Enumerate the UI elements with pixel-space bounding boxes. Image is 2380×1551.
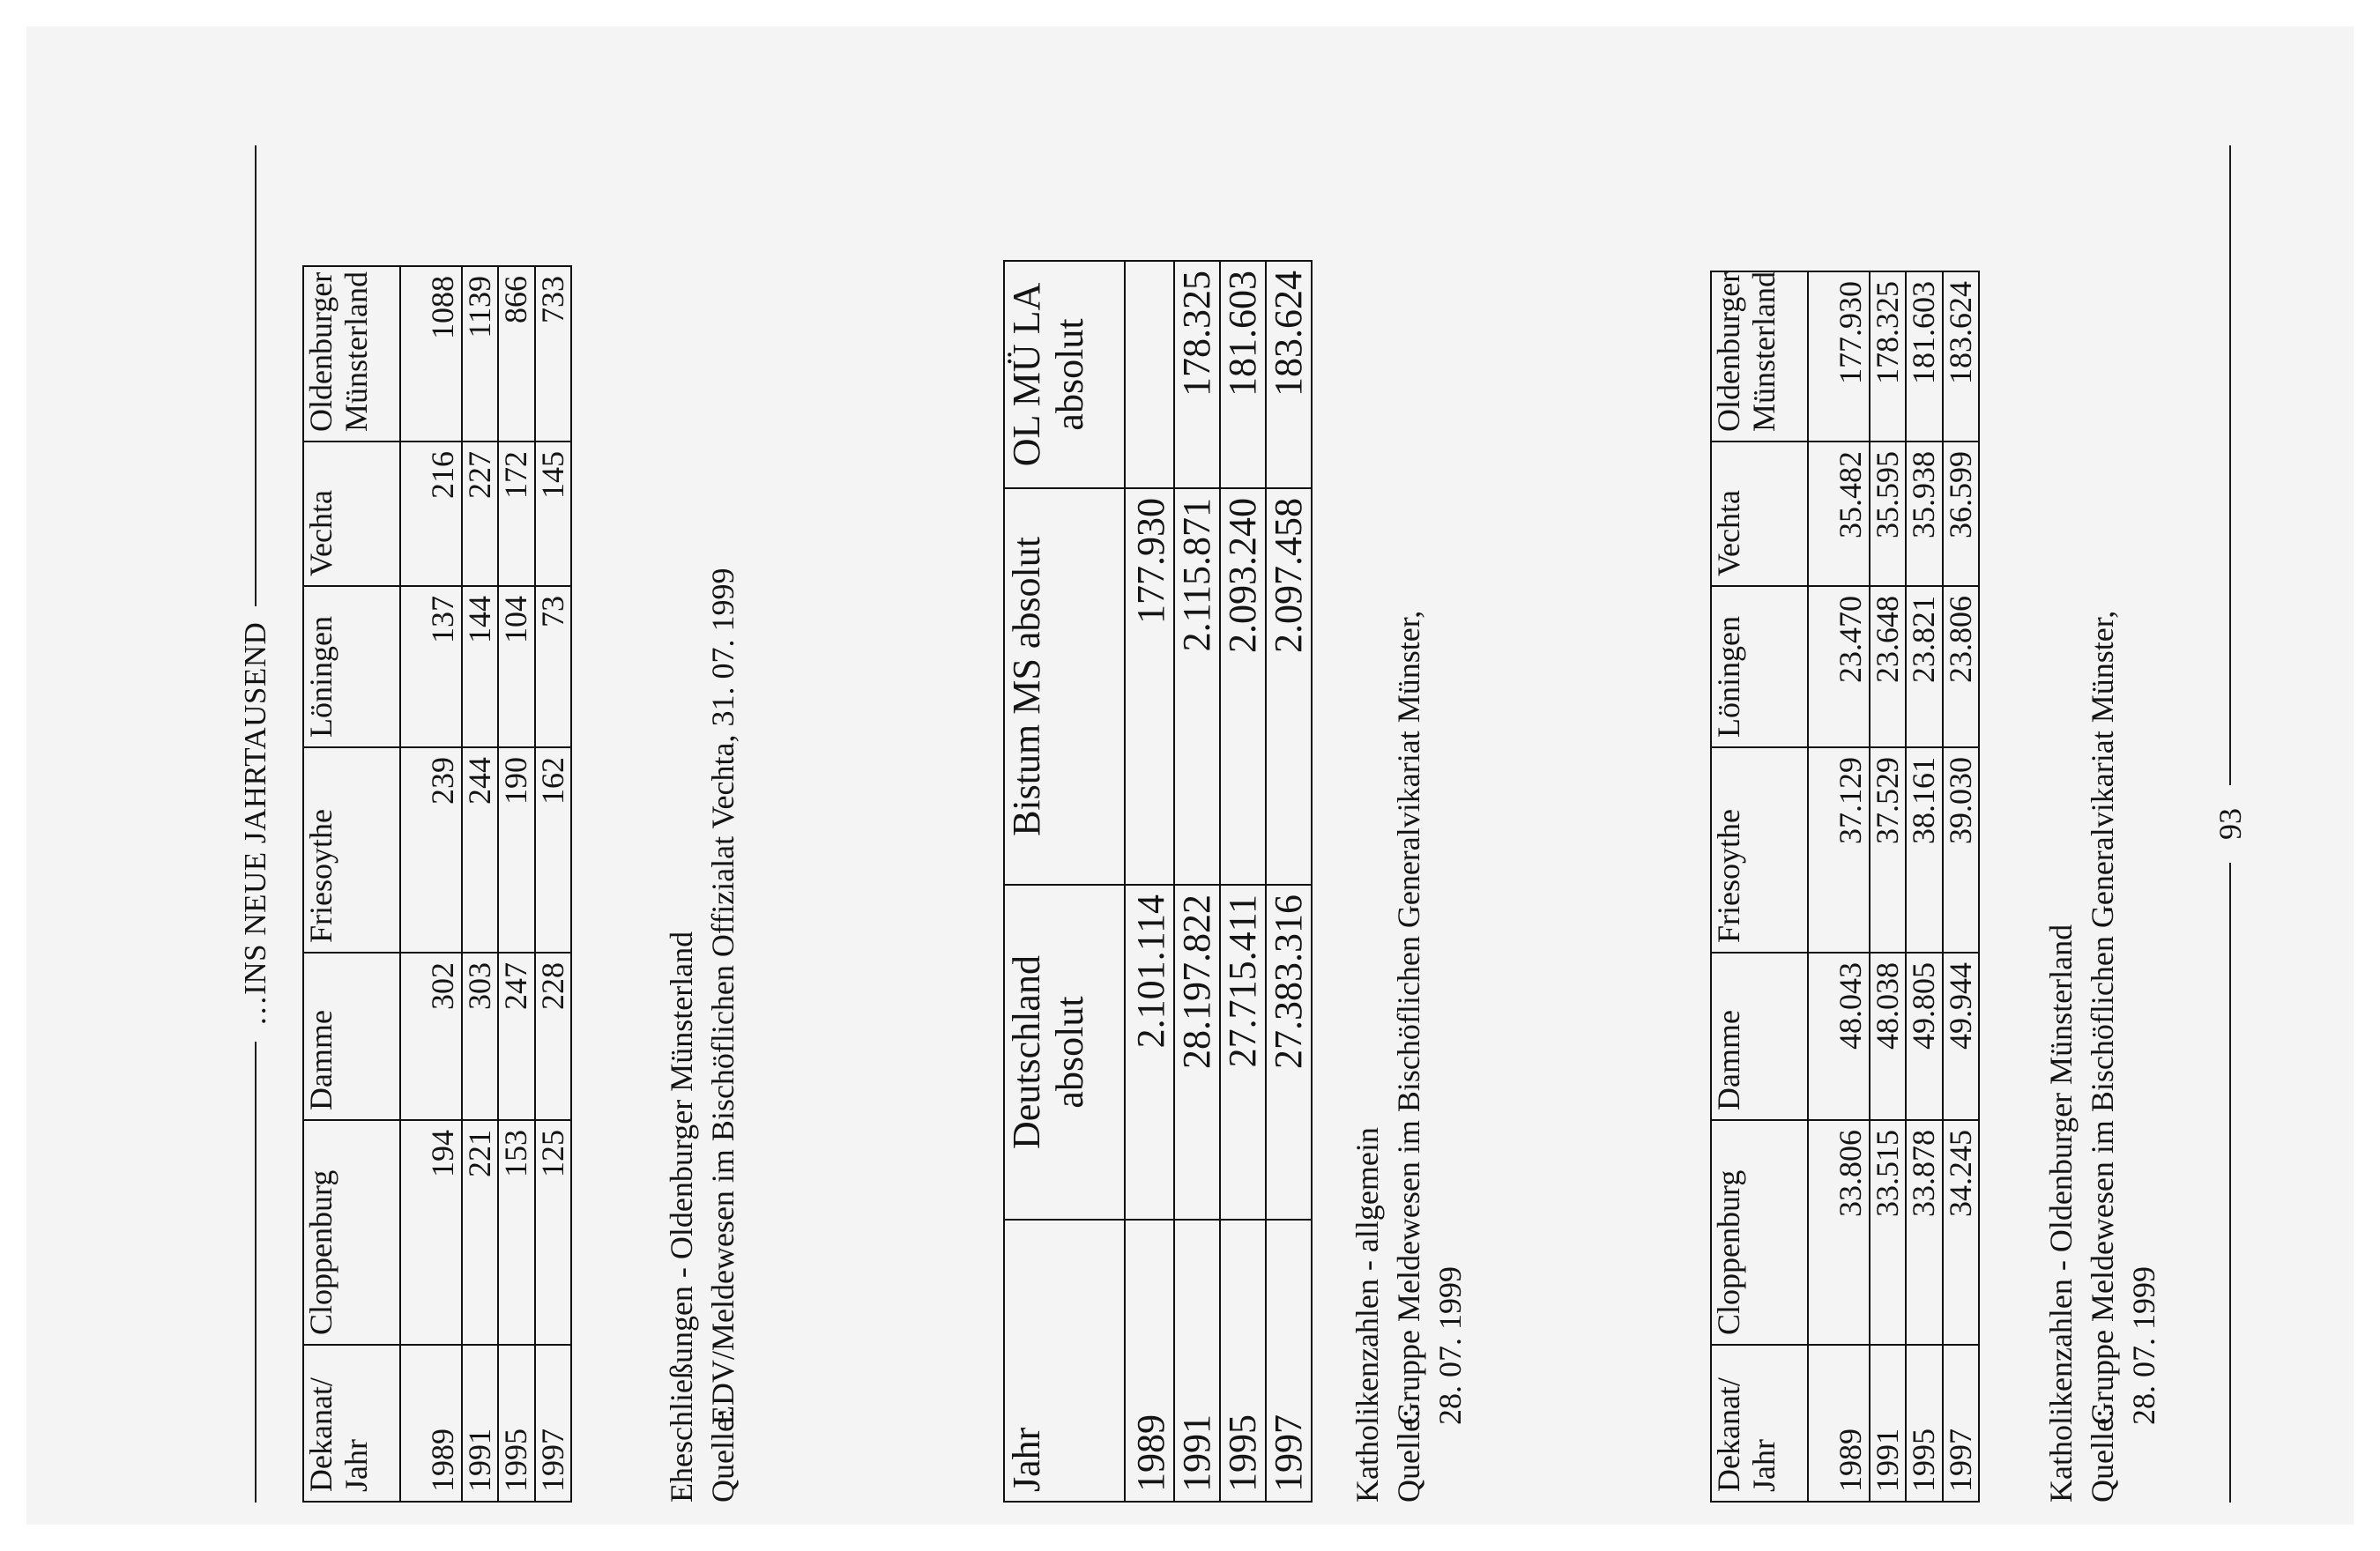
table-cell: 177.930: [1808, 271, 1870, 442]
table-cell: 23.470: [1808, 586, 1870, 747]
column-header: Dekanat/ Jahr: [303, 1345, 400, 1502]
table-cell: 48.043: [1808, 953, 1870, 1120]
table-cell: 1989: [1808, 1345, 1870, 1502]
table-caption-marriages: [661, 568, 744, 1503]
source-text: EDV/Meldewesen im Bischöflichen Offizialat Vechta, 31. 07. 1999: [704, 568, 740, 1425]
column-header: Bistum MS absolut: [1004, 488, 1125, 885]
column-header: Cloppenburg: [303, 1120, 400, 1345]
caption-source: [703, 568, 744, 1503]
column-header: Deutschland absolut: [1004, 885, 1125, 1220]
column-header: Damme: [1711, 953, 1808, 1120]
caption-source: [2082, 611, 2123, 1503]
rotated-page: [53, 106, 2345, 1551]
table-cell: 177.930: [1125, 488, 1174, 885]
table-cell: 244: [462, 747, 499, 953]
caption-source: [1388, 611, 1430, 1503]
table-header-row: [1004, 261, 1125, 1502]
table-cell: 183.624: [1943, 271, 1980, 442]
table-cell: 1995: [498, 1345, 535, 1502]
table-caption-catholics-general: [1347, 611, 1470, 1503]
table-cell: 247: [498, 953, 535, 1120]
column-header: Löningen: [1711, 586, 1808, 747]
page-footer: [2204, 145, 2257, 1503]
table-row: [462, 266, 499, 1502]
table-cell: 172: [498, 442, 535, 586]
table-row: [400, 266, 462, 1502]
table-cell: 48.038: [1870, 953, 1907, 1120]
table-cell: 162: [535, 747, 572, 953]
column-header: Oldenburger Münsterland: [1711, 271, 1808, 442]
table-cell: 39.030: [1943, 747, 1980, 953]
table-cell: 23.806: [1943, 586, 1980, 747]
source-date: 28. 07. 1999: [2125, 1266, 2161, 1425]
table-cell: 181.603: [1220, 261, 1266, 488]
document-sheet: [26, 26, 2354, 1525]
table-cell: 2.093.240: [1220, 488, 1266, 885]
table-cell: 49.944: [1943, 953, 1980, 1120]
table-row: [535, 266, 572, 1502]
table-cell: 1997: [535, 1345, 572, 1502]
table-cell: 1989: [400, 1345, 462, 1502]
table-cell: 733: [535, 266, 572, 442]
header-rule-left: [255, 1042, 257, 1503]
table-cell: 28.197.822: [1174, 885, 1220, 1220]
table-row: [1174, 261, 1220, 1502]
table-cell: 37.129: [1808, 747, 1870, 953]
table-cell: 1991: [462, 1345, 499, 1502]
column-header: Cloppenburg: [1711, 1120, 1808, 1345]
table-cell: 1088: [400, 266, 462, 442]
caption-title: Katholikenzahlen - Oldenburger Münsterland: [2043, 924, 2079, 1503]
table-cell: 1989: [1125, 1220, 1174, 1502]
running-head-title: …INS NEUE JAHRTAUSEND: [238, 621, 272, 1027]
table-cell: 36.599: [1943, 442, 1980, 586]
table-cell: 1997: [1266, 1220, 1312, 1502]
table-cell: 1995: [1906, 1345, 1943, 1502]
table-catholics-general: [1003, 260, 1313, 1503]
table-header-row: [1711, 271, 1808, 1502]
table-cell: 137: [400, 586, 462, 747]
table-cell: 153: [498, 1120, 535, 1345]
table-cell: 194: [400, 1120, 462, 1345]
table-cell: 183.624: [1266, 261, 1312, 488]
table-cell: 227: [462, 442, 499, 586]
table-row: [1870, 271, 1907, 1502]
table-row: [1943, 271, 1980, 1502]
table-row: [1906, 271, 1943, 1502]
table-cell: 1991: [1870, 1345, 1907, 1502]
table-catholics-om: [1710, 271, 1980, 1503]
table-cell: 34.245: [1943, 1120, 1980, 1345]
table-cell: 33.806: [1808, 1120, 1870, 1345]
table-cell: 35.595: [1870, 442, 1907, 586]
table-header-row: [303, 266, 400, 1502]
table-cell: 35.482: [1808, 442, 1870, 586]
table-cell: 23.648: [1870, 586, 1907, 747]
table-cell: 38.161: [1906, 747, 1943, 953]
column-header: Damme: [303, 953, 400, 1120]
table-cell: 73: [535, 586, 572, 747]
table-cell: [1125, 261, 1174, 488]
table-row: [1220, 261, 1266, 1502]
table-cell: 23.821: [1906, 586, 1943, 747]
table-marriages: [302, 265, 572, 1503]
column-header: Friesoythe: [303, 747, 400, 953]
table-cell: 178.325: [1870, 271, 1907, 442]
footer-rule-left: [2229, 863, 2231, 1503]
footer-rule-right: [2229, 145, 2231, 785]
table-cell: 1997: [1943, 1345, 1980, 1502]
table-cell: 33.878: [1906, 1120, 1943, 1345]
source-text: Gruppe Meldewesen im Bischöflichen Generalvikariat Münster,: [2084, 610, 2120, 1425]
table-caption-catholics-om: [2041, 611, 2164, 1503]
table-cell: 49.805: [1906, 953, 1943, 1120]
column-header: Jahr: [1004, 1220, 1125, 1502]
table-row: [1266, 261, 1312, 1502]
table-cell: 2.101.114: [1125, 885, 1174, 1220]
table-row: [1808, 271, 1870, 1502]
table-cell: 181.603: [1906, 271, 1943, 442]
table-cell: 190: [498, 747, 535, 953]
table-cell: 145: [535, 442, 572, 586]
table-cell: 35.938: [1906, 442, 1943, 586]
column-header: Oldenburger Münsterland: [303, 266, 400, 442]
table-cell: 228: [535, 953, 572, 1120]
table-cell: 37.529: [1870, 747, 1907, 953]
table-cell: 33.515: [1870, 1120, 1907, 1345]
source-label: Quelle:: [1390, 1409, 1426, 1503]
table-cell: 1991: [1174, 1220, 1220, 1502]
table-row: [1125, 261, 1174, 1502]
table-cell: 1995: [1220, 1220, 1266, 1502]
table-cell: 178.325: [1174, 261, 1220, 488]
table-cell: 239: [400, 747, 462, 953]
caption-title: Eheschließungen - Oldenburger Münsterland: [664, 931, 699, 1503]
source-date: 28. 07. 1999: [1432, 1266, 1468, 1425]
header-rule-right: [255, 145, 257, 606]
table-cell: 866: [498, 266, 535, 442]
table-cell: 104: [498, 586, 535, 747]
table-cell: 27.715.411: [1220, 885, 1266, 1220]
column-header: Vechta: [303, 442, 400, 586]
column-header: Löningen: [303, 586, 400, 747]
table-cell: 303: [462, 953, 499, 1120]
table-cell: 2.115.871: [1174, 488, 1220, 885]
column-header: Vechta: [1711, 442, 1808, 586]
column-header: Friesoythe: [1711, 747, 1808, 953]
table-cell: 302: [400, 953, 462, 1120]
table-cell: 144: [462, 586, 499, 747]
page-number: 93: [2213, 808, 2248, 840]
table-cell: 125: [535, 1120, 572, 1345]
table-cell: 1139: [462, 266, 499, 442]
table-cell: 2.097.458: [1266, 488, 1312, 885]
source-label: Quelle:: [2084, 1409, 2120, 1503]
running-header: [229, 145, 282, 1503]
table-cell: 221: [462, 1120, 499, 1345]
caption-title: Katholikenzahlen - allgemein: [1350, 1127, 1385, 1503]
table-cell: 216: [400, 442, 462, 586]
table-row: [498, 266, 535, 1502]
column-header: Dekanat/ Jahr: [1711, 1345, 1808, 1502]
table-cell: 27.383.316: [1266, 885, 1312, 1220]
source-label: Quelle:: [704, 1409, 740, 1503]
source-text: Gruppe Meldewesen im Bischöflichen Generalvikariat Münster,: [1390, 610, 1426, 1425]
column-header: OL MÜ LA absolut: [1004, 261, 1125, 488]
